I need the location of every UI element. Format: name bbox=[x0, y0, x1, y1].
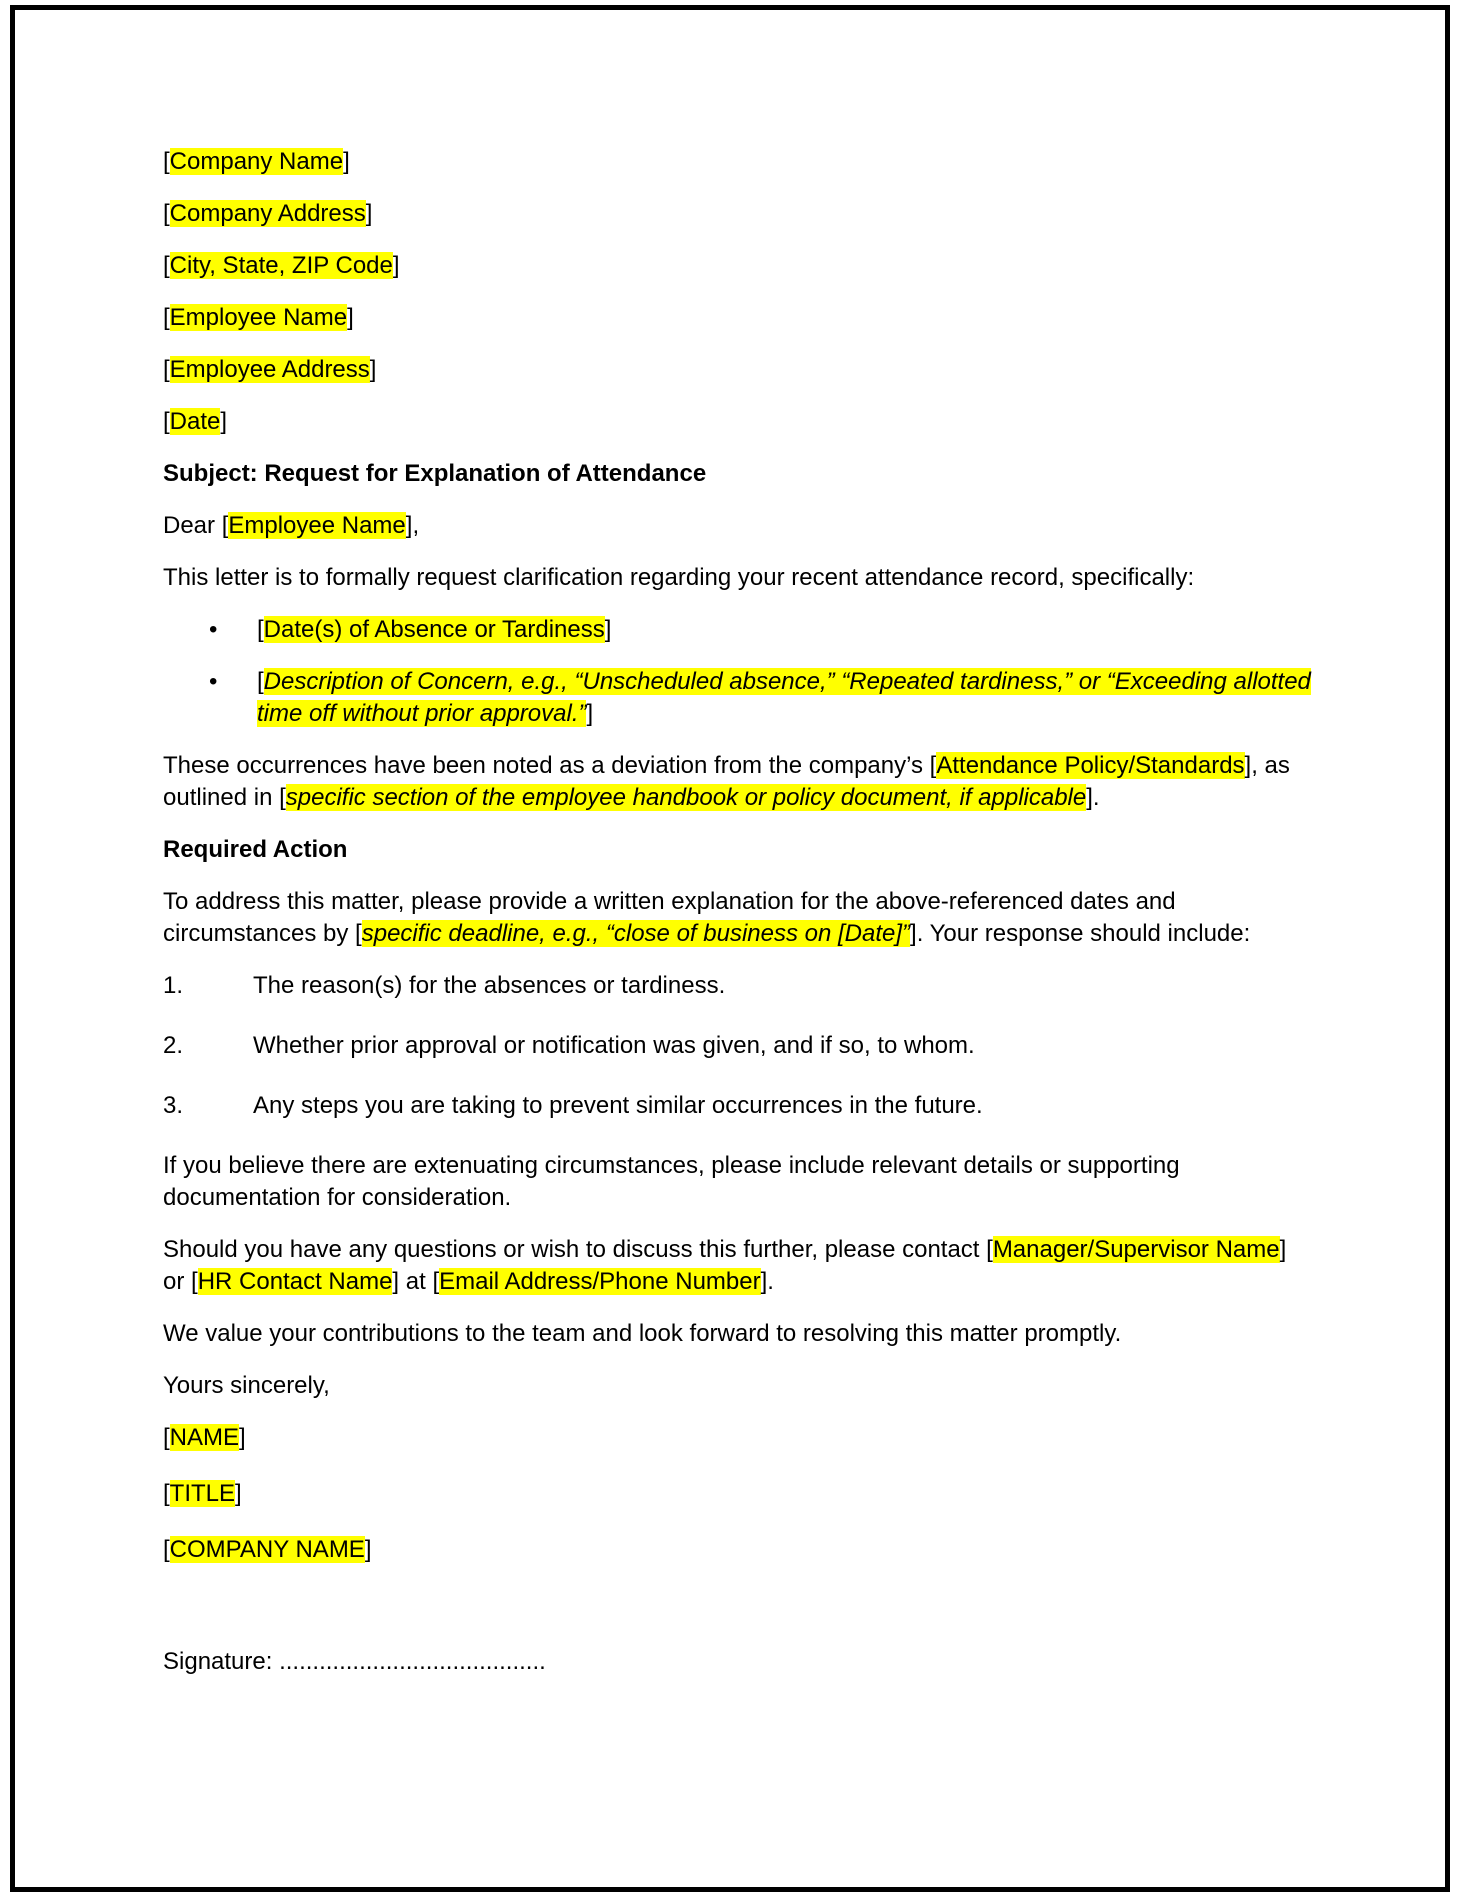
header-employee-address: [Employee Address] bbox=[163, 356, 377, 383]
placeholder-signer-company: COMPANY NAME bbox=[169, 1536, 365, 1563]
letter-body bbox=[163, 146, 1313, 1698]
intro-paragraph: This letter is to formally request clarification regarding your recent attendance record, specifically: bbox=[163, 564, 1195, 591]
concern-bullet-list bbox=[163, 614, 1313, 730]
header-city-state-zip: [City, State, ZIP Code] bbox=[163, 252, 400, 279]
placeholder-hr-contact: HR Contact Name bbox=[197, 1268, 393, 1295]
letter-header bbox=[163, 146, 1313, 438]
placeholder-city-state-zip: City, State, ZIP Code bbox=[169, 252, 393, 279]
header-employee-name: [Employee Name] bbox=[163, 304, 354, 331]
placeholder-manager-name: Manager/Supervisor Name bbox=[992, 1236, 1280, 1263]
signature-line: Signature: ........................................ bbox=[163, 1648, 546, 1675]
numbered-item bbox=[163, 970, 1313, 1002]
placeholder-company-name: Company Name bbox=[169, 148, 344, 175]
placeholder-employee-name: Employee Name bbox=[169, 304, 348, 331]
header-date: [Date] bbox=[163, 408, 228, 435]
document-page-frame bbox=[10, 5, 1450, 1892]
signoff-block bbox=[163, 1422, 1313, 1566]
header-company-address: [Company Address] bbox=[163, 200, 373, 227]
item-number: 3. bbox=[163, 1092, 184, 1119]
placeholder-concern-description: Description of Concern, e.g., “Unscheduled absence,” “Repeated tardiness,” or “Exceeding allotted time off without prior approval.” bbox=[257, 668, 1311, 727]
bullet-marker: • bbox=[209, 668, 218, 695]
placeholder-absence-dates: Date(s) of Absence or Tardiness bbox=[263, 616, 605, 643]
item-text: Whether prior approval or notification was given, and if so, to whom. bbox=[253, 1032, 975, 1059]
bullet-item: • [Date(s) of Absence or Tardiness] bbox=[163, 614, 1313, 646]
placeholder-employee-address: Employee Address bbox=[169, 356, 370, 383]
address-matter-paragraph: To address this matter, please provide a written explanation for the above-referenced dates and circumstances by [specific deadline, e.g., “close of business on [Date]”]. Your response should include: bbox=[163, 888, 1251, 947]
salutation: Dear [Employee Name], bbox=[163, 512, 420, 539]
value-paragraph: We value your contributions to the team and look forward to resolving this matter promptly. bbox=[163, 1320, 1122, 1347]
placeholder-date: Date bbox=[169, 408, 221, 435]
signoff-title: [TITLE] bbox=[163, 1480, 242, 1507]
item-text: The reason(s) for the absences or tardiness. bbox=[253, 972, 726, 999]
numbered-item bbox=[163, 1090, 1313, 1122]
numbered-item bbox=[163, 1030, 1313, 1062]
placeholder-deadline: specific deadline, e.g., “close of business on [Date]” bbox=[361, 920, 911, 947]
extenuating-paragraph: If you believe there are extenuating circumstances, please include relevant details or supporting documentation for consideration. bbox=[163, 1152, 1180, 1211]
item-text: Any steps you are taking to prevent similar occurrences in the future. bbox=[253, 1092, 983, 1119]
occurrences-paragraph: These occurrences have been noted as a deviation from the company’s [Attendance Policy/Standards], as outlined in [specific section of the employee handbook or policy document, if applicable]. bbox=[163, 752, 1290, 811]
contact-paragraph: Should you have any questions or wish to discuss this further, please contact [Manager/Supervisor Name] or [HR Contact Name] at [Email Address/Phone Number]. bbox=[163, 1236, 1287, 1295]
signoff-company: [COMPANY NAME] bbox=[163, 1536, 372, 1563]
signoff-name: [NAME] bbox=[163, 1424, 246, 1451]
bullet-marker: • bbox=[209, 616, 218, 643]
placeholder-signer-title: TITLE bbox=[169, 1480, 236, 1507]
placeholder-handbook-section: specific section of the employee handbook or policy document, if applicable bbox=[285, 784, 1087, 811]
placeholder-attendance-policy: Attendance Policy/Standards bbox=[936, 752, 1245, 779]
placeholder-company-address: Company Address bbox=[169, 200, 366, 227]
placeholder-signer-name: NAME bbox=[169, 1424, 240, 1451]
response-requirements-list bbox=[163, 970, 1313, 1122]
header-company-name: [Company Name] bbox=[163, 148, 350, 175]
closing-line: Yours sincerely, bbox=[163, 1372, 330, 1399]
letter-subject: Subject: Request for Explanation of Attendance bbox=[163, 460, 707, 487]
bullet-item: • [Description of Concern, e.g., “Unscheduled absence,” “Repeated tardiness,” or “Exceeding allotted time off without prior approval.”] bbox=[209, 668, 1311, 727]
required-action-heading: Required Action bbox=[163, 836, 348, 863]
placeholder-email-phone: Email Address/Phone Number bbox=[439, 1268, 761, 1295]
item-number: 1. bbox=[163, 972, 184, 999]
item-number: 2. bbox=[163, 1032, 184, 1059]
placeholder-salutation-name: Employee Name bbox=[228, 512, 406, 539]
